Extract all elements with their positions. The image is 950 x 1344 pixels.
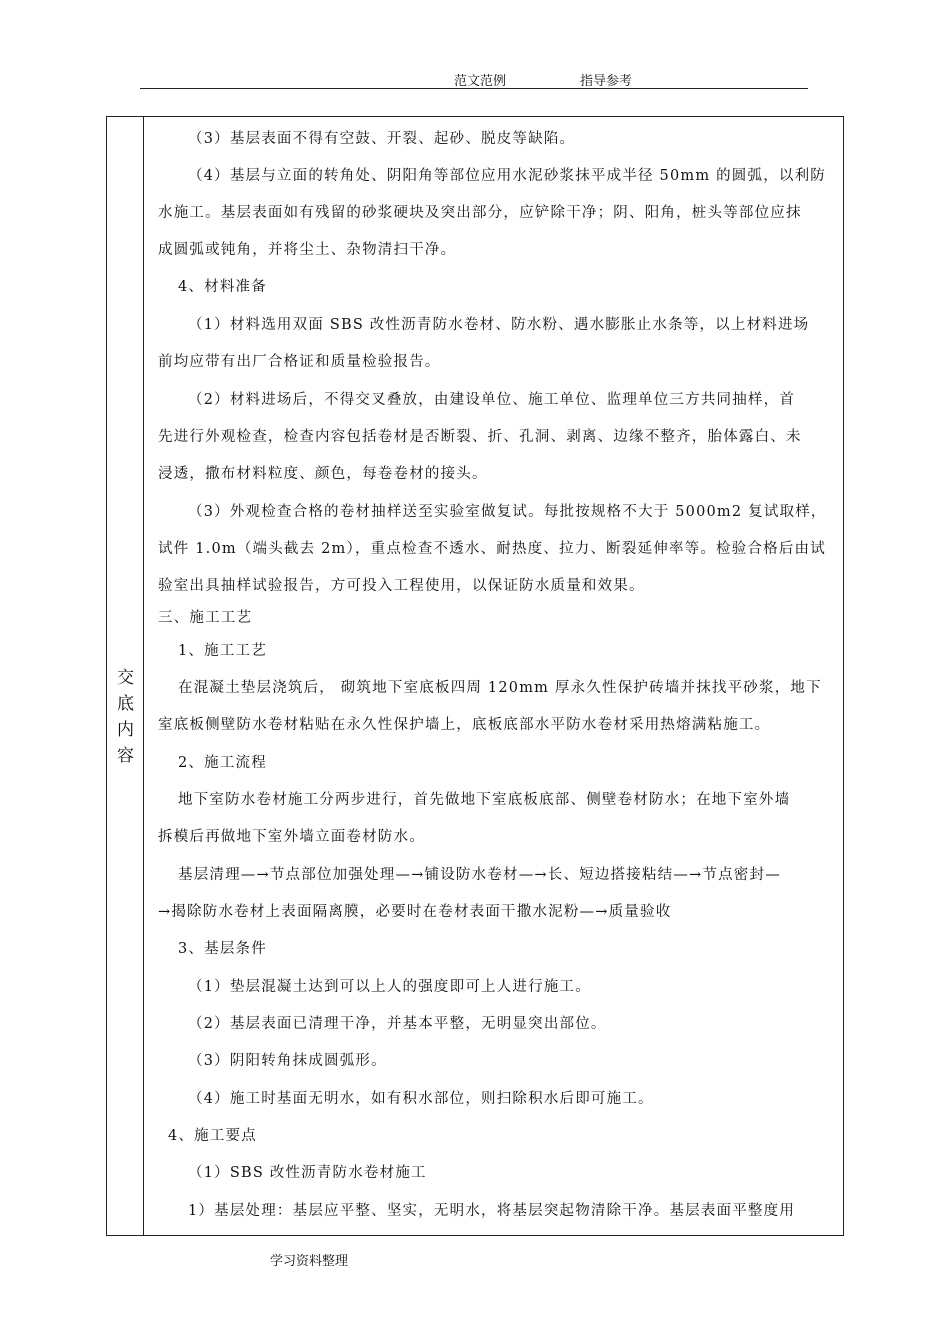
- text-line: （2）材料进场后，不得交叉叠放，由建设单位、施工单位、监理单位三方共同抽样，首: [188, 392, 796, 408]
- text-line: 2、施工流程: [178, 755, 267, 771]
- label-char: 交: [117, 668, 134, 688]
- text-line: 基层清理—→节点部位加强处理—→铺设防水卷材—→长、短边搭接粘结—→节点密封—: [178, 867, 781, 883]
- text-line: 3、基层条件: [178, 941, 267, 957]
- text-line: 浸透，撒布材料粒度、颜色，每卷卷材的接头。: [158, 466, 488, 482]
- label-char: 底: [117, 694, 134, 714]
- text-line: 先进行外观检查，检查内容包括卷材是否断裂、折、孔洞、剥离、边缘不整齐，胎体露白、未: [158, 429, 802, 445]
- label-column: [107, 117, 144, 1235]
- header-left-text: 范文范例: [454, 74, 507, 89]
- text-line: 在混凝土垫层浇筑后， 砌筑地下室底板四周 120mm 厚永久性保护砖墙并抹找平砂浆，地下: [178, 680, 822, 696]
- text-line: 1、施工工艺: [178, 643, 267, 659]
- text-line: 成圆弧或钝角，并将尘土、杂物清扫干净。: [158, 242, 457, 258]
- page-footer: 学习资料整理: [270, 1254, 349, 1269]
- page-header: [140, 70, 808, 88]
- header-right-text: 指导参考: [580, 74, 633, 89]
- text-line: 4、施工要点: [168, 1128, 257, 1144]
- text-line: （4）基层与立面的转角处、阴阳角等部位应用水泥砂浆抹平成半径 50mm 的圆弧，以利防: [188, 168, 826, 184]
- text-line: （3）基层表面不得有空鼓、开裂、起砂、脱皮等缺陷。: [188, 131, 576, 147]
- text-line: 水施工。基层表面如有残留的砂浆硬块及突出部分，应铲除干净；阴、阳角，桩头等部位应抹: [158, 205, 802, 221]
- text-line: 前均应带有出厂合格证和质量检验报告。: [158, 354, 441, 370]
- text-line: 1）基层处理：基层应平整、坚实，无明水，将基层突起物清除干净。基层表面平整度用: [188, 1203, 796, 1219]
- section-label: [107, 665, 144, 769]
- text-line: （1）SBS 改性沥青防水卷材施工: [188, 1165, 427, 1181]
- text-line: （1）垫层混凝土达到可以上人的强度即可上人进行施工。: [188, 979, 591, 995]
- text-line: 验室出具抽样试验报告，方可投入工程使用，以保证防水质量和效果。: [158, 578, 645, 594]
- text-line: （4）施工时基面无明水，如有积水部位，则扫除积水后即可施工。: [188, 1091, 654, 1107]
- label-char: 内: [117, 720, 134, 740]
- text-line: （1）材料选用双面 SBS 改性沥青防水卷材、防水粉、遇水膨胀止水条等，以上材料进场: [188, 317, 810, 333]
- text-line: （3）外观检查合格的卷材抽样送至实验室做复试。每批按规格不大于 5000m2 复试取样，: [188, 504, 827, 520]
- text-line: 试件 1.0m（端头截去 2m），重点检查不透水、耐热度、拉力、断裂延伸率等。检验合格后由试: [158, 541, 826, 557]
- text-line: 三、施工工艺: [158, 610, 253, 626]
- header-rule: [140, 88, 808, 89]
- text-line: 拆模后再做地下室外墙立面卷材防水。: [158, 829, 425, 845]
- text-line: （3）阴阳转角抹成圆弧形。: [188, 1053, 387, 1069]
- text-line: 室底板侧壁防水卷材粘贴在永久性保护墙上，底板底部水平防水卷材采用热熔满粘施工。: [158, 717, 771, 733]
- text-line: 4、材料准备: [178, 279, 267, 295]
- text-line: →揭除防水卷材上表面隔离膜，必要时在卷材表面干撒水泥粉—→质量验收: [158, 904, 672, 920]
- text-line: （2）基层表面已清理干净，并基本平整，无明显突出部位。: [188, 1016, 607, 1032]
- disclosure-table: [106, 116, 844, 1236]
- text-line: 地下室防水卷材施工分两步进行，首先做地下室底板底部、侧壁卷材防水；在地下室外墙: [178, 792, 791, 808]
- label-char: 容: [117, 746, 134, 766]
